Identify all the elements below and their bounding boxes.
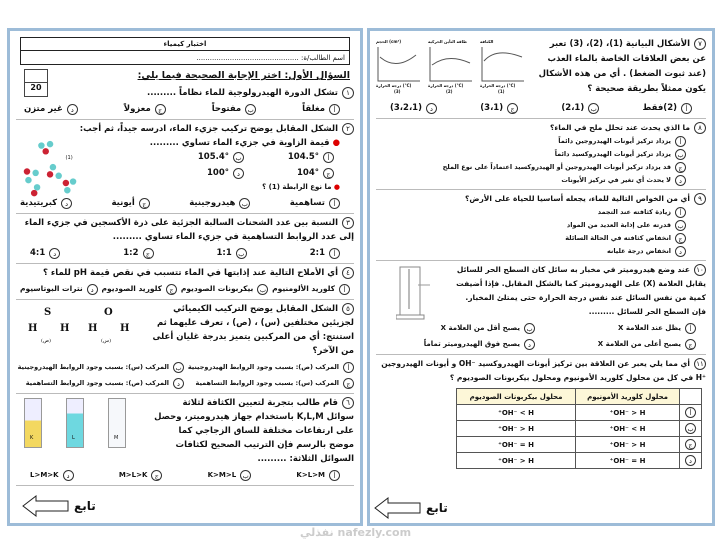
exam-page-2 xyxy=(367,28,715,526)
column-header: محلول كلوريد الأمونيوم xyxy=(576,389,680,405)
watermark: نفذلي nafezly.com xyxy=(300,526,412,539)
option-a[interactable]: أ زيادة كثافته عند التجمد xyxy=(376,206,686,218)
question-text: ما الذي يحدث عند تحلل ملح في الماء؟ xyxy=(550,123,690,132)
questions-list xyxy=(10,84,360,486)
graph-3: الحجم (cm³) درجة الحرارة (°C) (3) xyxy=(376,39,422,99)
molecule-structures: H S H (ص) H O H (س) xyxy=(28,307,130,344)
option-b[interactable]: ب بيكربونات الصوديوم xyxy=(181,282,269,296)
option-a[interactable]: أ مغلقاً xyxy=(302,102,340,116)
graphs xyxy=(376,39,526,99)
option-a[interactable]: أ (2)فقط xyxy=(643,101,692,115)
question-text: أي مما يلي يعبر عن العلاقة بين تركيز أيونات الهيدروكسيد ⁻OH و أيونات الهيدروجين ⁺H في كل من محلول كلوريد الأمونيوم ومحلول بيكربونات الصوديوم ؟ xyxy=(381,359,706,382)
sub-question: ما نوع الرابطة (1) ؟ xyxy=(262,183,332,191)
option-b[interactable]: ب هيدروجينية xyxy=(189,196,250,210)
exam-page-1 xyxy=(7,28,363,526)
option-a[interactable]: أ 104.5° xyxy=(264,150,334,164)
question-3: ٣النسبة بين عدد الشحنات السالبة الجزئية على ذرة الأكسجين في جزيء الماء إلى عدد الروابط التساهمية في جزيء الماء تساوي ......... أ 2:1 ب 1:1 ج 1:2 د 4:1 xyxy=(16,214,354,264)
question-text: أي من الخواص التالية للماء، يجعله أساسيا للحياة على الأرض؟ xyxy=(465,194,690,203)
question-number: ١ xyxy=(342,87,354,99)
questions-list xyxy=(370,35,712,472)
question-text: الشكل المقابل يوضح تركيب جزيء الماء، ادرسه جيداً، ثم أجب: xyxy=(79,124,338,134)
option-c[interactable]: ج 104° xyxy=(264,166,334,180)
question-11: ١١أي مما يلي يعبر عن العلاقة بين تركيز أيونات الهيدروكسيد ⁻OH و أيونات الهيدروجين ⁺H في كل من محلول كلوريد الأمونيوم ومحلول بيكربونات الصوديوم ؟ محلول كلوريد الأمونيوم محلول بيكربونات الصوديوم أ OH⁻ > H⁺ OH⁻ < H⁺ ب OH⁻ < H⁺ OH⁻ > H⁺ ج OH⁻ > H⁺ OH⁻ = H⁺ د OH⁻ = H⁺ OH⁻ > H⁺ xyxy=(376,355,706,472)
option-b[interactable]: ب يصبح أقل من العلامة X xyxy=(376,321,535,335)
option-c[interactable]: ج معزولاً xyxy=(124,102,166,116)
option-d[interactable]: د 100° xyxy=(174,166,244,180)
column-header: محلول بيكربونات الصوديوم xyxy=(457,389,576,405)
left-arrow-icon xyxy=(22,495,70,517)
question-text: أي الأملاح التالية عند إذابتها في الماء تتسبب في نقص قيمة pH للماء ؟ xyxy=(43,268,338,278)
option-c[interactable]: ج (3،1) xyxy=(480,101,518,115)
option-d[interactable]: د L>M>K xyxy=(30,468,74,482)
next-label: تابع xyxy=(426,501,448,515)
option-d[interactable]: د غير متزن xyxy=(24,102,78,116)
question-text: الشكل المقابل يوضح التركيب الكيميائي لجزيئين مختلفين (س) ، (ص) ، تعرف عليهما ثم استنتج: أي من المركبين يتميز بدرجة غليان أعلى من الآخر؟ xyxy=(152,304,354,356)
option-d[interactable]: د 4:1 xyxy=(30,246,60,260)
score-total: 20 xyxy=(30,83,42,92)
next-page-arrow[interactable] xyxy=(22,495,96,517)
option-c[interactable]: ج المركب (س): بسبب وجود الروابط التساهمية xyxy=(186,376,354,390)
option-a[interactable]: أ 2:1 xyxy=(310,246,340,260)
question-5: H S H (ص) H O H (س) ٥الشكل المقابل يوضح التركيب الكيميائي لجزيئين مختلفين (س) ، (ص) ، تعرف عليهما ثم استنتج: أي من المركبين يتميز بدرجة غليان أعلى من الآخر؟ أ المركب (ص): بسبب وجود الروابط الهيدروجينية ب المركب (س): بسبب وجود الروابط الهيدروجينية ج المركب (س): بسبب وجود الروابط التساهمية د المركب (ص): بسبب وجود الروابط التساهمية xyxy=(16,300,354,394)
option-a[interactable]: أ تساهمية xyxy=(290,196,340,210)
hydrometer-cylinders: K L M xyxy=(22,398,132,450)
question-text: عند وضع هيدروميتر في مخبار به سائل كان السطح الحر للسائل يقابل العلامة (X) على الهيدروميتر كما بالشكل المقابل. فإذا أضيفت كمية من نفس السائل عند نفس درجة الحرارة حتى يمتلئ المخبار. فإن السطح الحر للسائل ......... xyxy=(456,265,706,316)
graph-2: طاقة التأين الحركية درجة الحرارة (°C) (2) xyxy=(428,39,474,99)
option-b[interactable]: ب 105.4° xyxy=(174,150,244,164)
left-arrow-icon xyxy=(374,497,422,519)
option-c[interactable]: ج M>L>K xyxy=(119,468,163,482)
student-name-field[interactable]: اسم الطالب/ة: .............................................. xyxy=(196,54,345,62)
option-d[interactable]: د لا يحدث أي تغير في تركيز الأيونات xyxy=(376,174,686,186)
water-molecule-image xyxy=(18,138,83,197)
question-2: (1) ٢الشكل المقابل يوضح تركيب جزيء الماء، ادرسه جيداً، ثم أجب: ● قيمة الزاوية في جزيء الماء تساوي ......... أ 104.5° ب 105.4° ج 104° د 100° ● ما نوع الرابطة (1) ؟ أ تساهمية ب هيدروجينية ج أيونية د كبريتيدية xyxy=(16,120,354,214)
question-4: ٤أي الأملاح التالية عند إذابتها في الماء تتسبب في نقص قيمة pH للماء ؟ أ كلوريد الألومنيوم ب بيكربونات الصوديوم ج كلوريد الصوديوم د نترات البوتاسيوم xyxy=(16,264,354,300)
question-10: ١٠عند وضع هيدروميتر في مخبار به سائل كان السطح الحر للسائل يقابل العلامة (X) على الهيدروميتر كما بالشكل المقابل. فإذا أضيفت كمية من نفس السائل عند نفس درجة الحرارة حتى يمتلئ المخبار. فإن السطح الحر للسائل ......... أ يظل عند العلامة X ب يصبح أقل من العلامة X ج يصبح أعلى من العلامة X د يصبح فوق الهيدروميتر تماماً xyxy=(376,261,706,355)
table-row[interactable]: د OH⁻ = H⁺ OH⁻ > H⁺ xyxy=(457,453,702,469)
graph-1: الكثافة درجة الحرارة (°C) (1) xyxy=(480,39,526,99)
table-row[interactable]: أ OH⁻ > H⁺ OH⁻ < H⁺ xyxy=(457,405,702,421)
bond-label: (1) xyxy=(65,154,73,161)
question-6: K L M ٦قام طالب بتجربة لتعيين الكثافة لثلاثة سوائل K,L,M باستخدام جهاز هيدروميتر، وحصل على ارتفاعات مختلفة للساق الزجاجي كما موضح بالرسم فإن الترتيب الصحيح لكثافات السوائل الثلاثة: ......... أ K>L>M ب K>M>L ج M>L>K د L>M>K xyxy=(16,394,354,486)
option-b[interactable]: ب قدرته على إذابة العديد من المواد xyxy=(376,219,686,231)
option-b[interactable]: ب 1:1 xyxy=(217,246,247,260)
section-title: السؤال الأول: اختر الإجابة الصحيحة فيما يلي: xyxy=(137,70,350,81)
option-a[interactable]: أ K>L>M xyxy=(296,468,340,482)
option-b[interactable]: ب K>M>L xyxy=(208,468,252,482)
option-b[interactable]: ب يزداد تركيز أيونات الهيدروكسيد دائماً xyxy=(376,148,686,160)
option-b[interactable]: ب المركب (س): بسبب وجود الروابط الهيدروجينية xyxy=(16,360,184,374)
answer-table xyxy=(456,388,702,469)
question-text: الأشكال البيانية (1)، (2)، (3) تعبر عن بعض العلاقات الخاصة بالماء العذب (عند ثبوت الضغط) . أي من هذه الأشكال يكون ممثلاً بطريقة صحيحة ؟ xyxy=(538,39,706,94)
table-row[interactable]: ج OH⁻ > H⁺ OH⁻ = H⁺ xyxy=(457,437,702,453)
question-text: قام طالب بتجربة لتعيين الكثافة لثلاثة سوائل K,L,M باستخدام جهاز هيدروميتر، وحصل على ارتفاعات مختلفة للساق الزجاجي كما موضح بالرسم فإن الترتيب الصحيح لكثافات السوائل الثلاثة: ......... xyxy=(154,398,354,464)
option-a[interactable]: أ يظل عند العلامة X xyxy=(537,321,696,335)
question-1 xyxy=(16,84,354,120)
next-label: تابع xyxy=(74,499,96,513)
next-page-arrow[interactable] xyxy=(374,497,448,519)
header-box xyxy=(20,37,350,65)
option-c[interactable]: ج يصبح أعلى من العلامة X xyxy=(537,337,696,351)
exam-title: اختبار كيمياء xyxy=(21,38,349,51)
option-d[interactable]: د (3،2،1) xyxy=(390,101,437,115)
option-a[interactable]: أ يزداد تركيز أيونات الهيدروجين دائماً xyxy=(376,135,686,147)
table-row[interactable]: ب OH⁻ < H⁺ OH⁻ > H⁺ xyxy=(457,421,702,437)
question-7: الحجم (cm³) درجة الحرارة (°C) (3) طاقة التأين الحركية درجة الحرارة (°C) (2) الكثافة درجة الحرارة (°C) (1) ٧الأشكال البيانية (1)، (2)، (3) تعبر عن بعض العلاقات الخاصة بالماء العذب (عند ثبوت الضغط) . أي من هذه الأشكال يكون ممثلاً بطريقة صحيحة ؟ أ (2)فقط ب (2،1) ج (3،1) د (3،2،1) xyxy=(376,35,706,119)
sub-question: قيمة الزاوية في جزيء الماء تساوي ......... xyxy=(149,138,330,148)
question-text: تشكل الدورة الهيدرولوجية للماء نظاماً ......... xyxy=(147,88,338,98)
option-b[interactable]: ب مفتوحاً xyxy=(212,102,257,116)
option-d[interactable]: د يصبح فوق الهيدروميتر تماماً xyxy=(376,337,535,351)
hydrometer-cylinder-image xyxy=(396,265,436,321)
option-c[interactable]: ج كلوريد الصوديوم xyxy=(102,282,178,296)
option-a[interactable]: أ المركب (ص): بسبب وجود الروابط الهيدروجينية xyxy=(186,360,354,374)
option-b[interactable]: ب (2،1) xyxy=(561,101,599,115)
option-c[interactable]: ج قد يزداد تركيز أيونات الهيدروجين أو الهيدروكسيد اعتماداً على نوع الملح xyxy=(376,161,686,173)
option-c[interactable]: ج انخفاض كثافته في الحالة السائلة xyxy=(376,232,686,244)
option-d[interactable]: د المركب (ص): بسبب وجود الروابط التساهمية xyxy=(16,376,184,390)
option-c[interactable]: ج 1:2 xyxy=(123,246,153,260)
option-d[interactable]: د انخفاض درجة غليانه xyxy=(376,245,686,257)
question-8: ٨ما الذي يحدث عند تحلل ملح في الماء؟ أ يزداد تركيز أيونات الهيدروجين دائماً ب يزداد تركيز أيونات الهيدروكسيد دائماً ج قد يزداد تركيز أيونات الهيدروجين أو الهيدروكسيد اعتماداً على نوع الملح د لا يحدث أي تغير في تركيز الأيونات xyxy=(376,119,706,190)
option-a[interactable]: أ كلوريد الألومنيوم xyxy=(272,282,350,296)
option-d[interactable]: د نترات البوتاسيوم xyxy=(20,282,98,296)
option-c[interactable]: ج أيونية xyxy=(112,196,150,210)
option-d[interactable]: د كبريتيدية xyxy=(20,196,72,210)
question-text: النسبة بين عدد الشحنات السالبة الجزئية على ذرة الأكسجين في جزيء الماء إلى عدد الروابط التساهمية في جزيء الماء تساوي ......... xyxy=(24,218,354,242)
question-9: ٩أي من الخواص التالية للماء، يجعله أساسيا للحياة على الأرض؟ أ زيادة كثافته عند التجمد ب قدرته على إذابة العديد من المواد ج انخفاض كثافته في الحالة السائلة د انخفاض درجة غليانه xyxy=(376,190,706,261)
